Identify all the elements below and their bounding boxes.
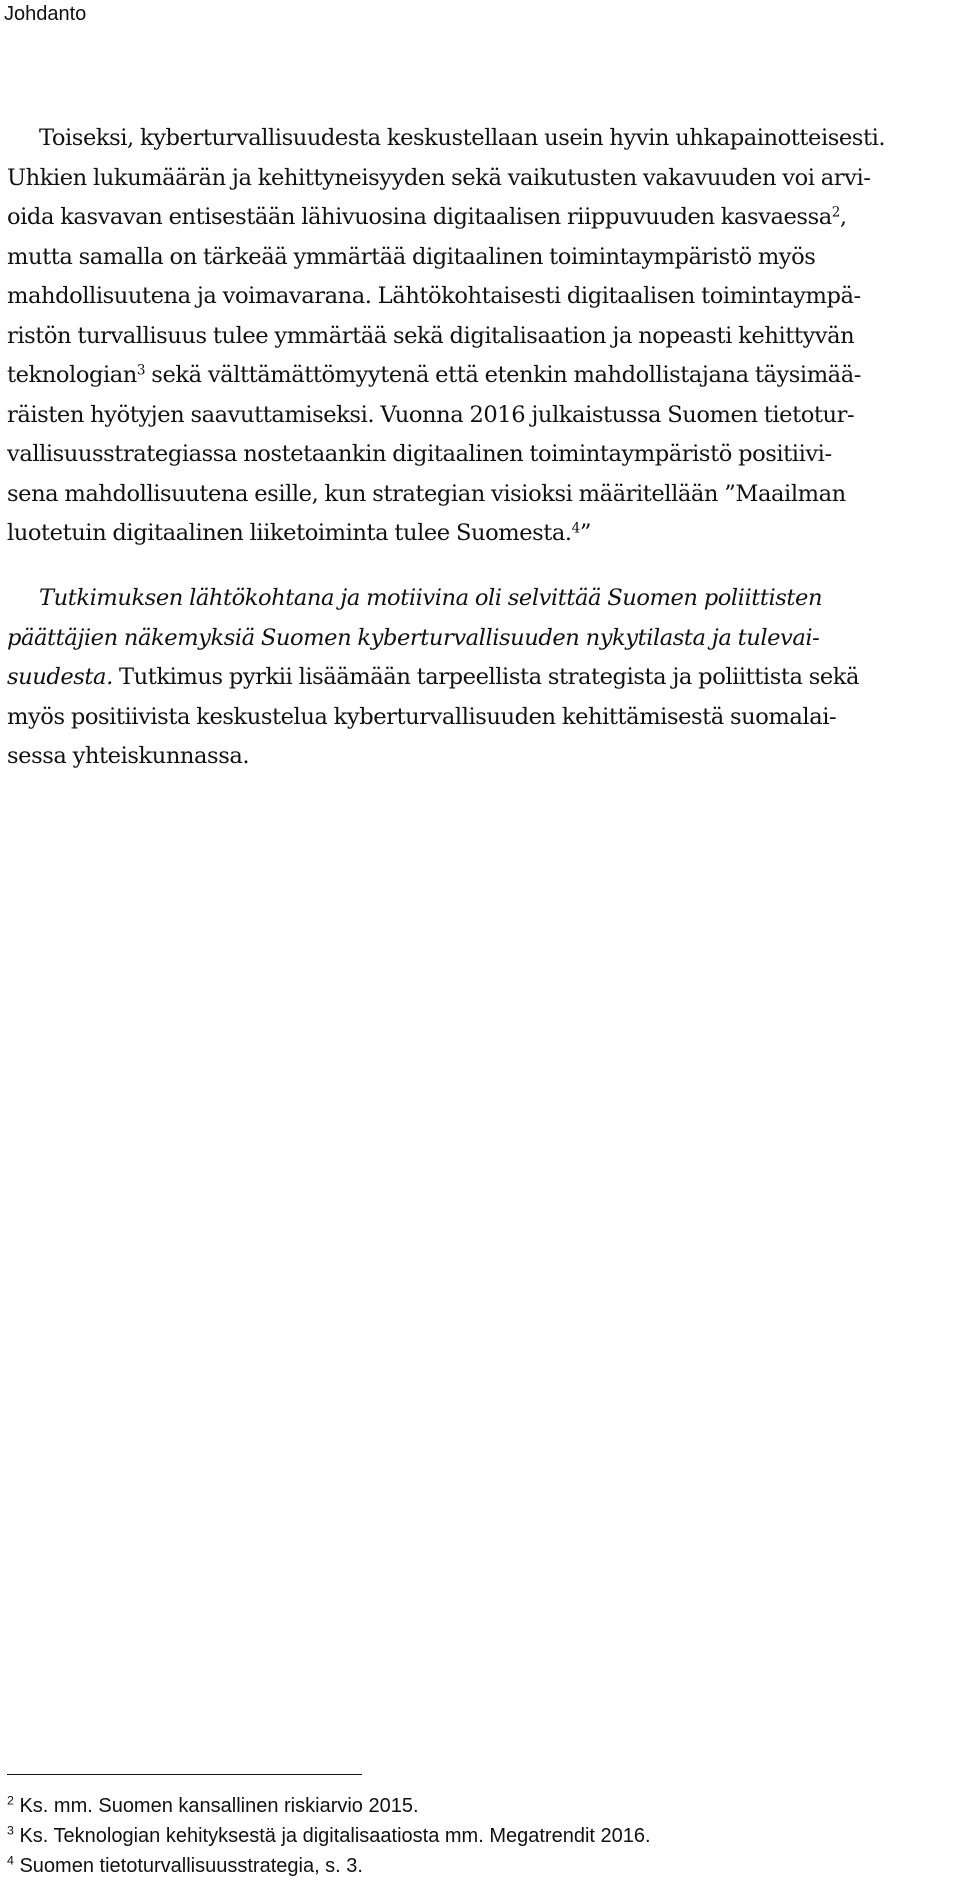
footnote-ref-4: 4	[571, 520, 580, 537]
footnotes	[7, 1791, 651, 1881]
paragraph-2-line-4: myös positiivista keskustelua kyberturvallisuuden kehittämisestä suomalai-	[7, 703, 837, 730]
paragraph-1-line-9: vallisuusstrategiassa nostetaankin digitaalinen toimintaympäristö positiivi-	[7, 441, 832, 467]
paragraph-2	[7, 579, 949, 777]
paragraph-2-line-1	[7, 579, 949, 619]
footnote-2	[7, 1791, 651, 1821]
paragraph-1	[7, 119, 949, 554]
running-header: Johdanto	[4, 3, 87, 25]
paragraph-1-line-11-text: luotetuin digitaalinen liiketoiminta tulee Suomesta.	[7, 520, 572, 546]
paragraph-1-line-6: ristön turvallisuus tulee ymmärtää sekä digitalisaation ja nopeasti kehittyvän	[7, 322, 855, 349]
closing-quote: ”	[579, 520, 591, 546]
paragraph-1-line-5: mahdollisuutena ja voimavarana. Lähtökohtaisesti digitaalisen toimintaympä-	[7, 283, 861, 309]
footnote-ref-2-comma: ,	[839, 204, 847, 230]
paragraph-1-line-7	[7, 356, 949, 396]
paragraph-2-italic-3: suudesta.	[7, 664, 113, 690]
paragraph-1-line-11	[7, 514, 949, 554]
footnote-ref-3: 3	[136, 362, 146, 379]
footnote-3	[7, 1821, 651, 1851]
footnote-4-text: Suomen tietoturvallisuusstrategia, s. 3.	[13, 1855, 363, 1877]
footnote-4	[7, 1851, 651, 1881]
paragraph-2-line-5: sessa yhteiskunnassa.	[7, 743, 250, 769]
paragraph-2-italic-1: Tutkimuksen lähtökohtana ja motiivina oli selvittää Suomen poliittisten	[39, 585, 823, 611]
footnote-separator	[7, 1774, 362, 1775]
paragraph-1-line-7-start: teknologian	[7, 362, 137, 388]
paragraph-2-italic-2: päättäjien näkemyksiä Suomen kyberturvallisuuden nykytilasta ja tulevai-	[7, 624, 820, 651]
footnote-3-number: 3	[7, 1823, 14, 1838]
paragraph-1-line-3	[7, 198, 949, 238]
paragraph-1-line-3-text: oida kasvavan entisestään lähivuosina digitaalisen riippuvuuden kasvaessa	[7, 204, 832, 230]
paragraph-1-line-4: mutta samalla on tärkeää ymmärtää digitaalinen toimintaympäristö myös	[7, 243, 816, 270]
paragraph-2-line-3	[7, 658, 949, 698]
paragraph-1-line-1: Toiseksi, kyberturvallisuudesta keskustellaan usein hyvin uhkapainotteisesti.	[39, 125, 886, 151]
footnote-2-text: Ks. mm. Suomen kansallinen riskiarvio 2015.	[13, 1795, 419, 1817]
footnote-ref-2: 2	[831, 204, 840, 221]
footnote-3-text: Ks. Teknologian kehityksestä ja digitalisaatiosta mm. Megatrendit 2016.	[13, 1825, 651, 1847]
paragraph-2-line-3-rest: Tutkimus pyrkii lisäämään tarpeellista strategista ja poliittista sekä	[112, 664, 860, 690]
footnote-4-number: 4	[7, 1853, 14, 1868]
paragraph-1-line-7-end: sekä välttämättömyytenä että etenkin mahdollistajana täysimää-	[145, 362, 861, 388]
paragraph-1-line-10: sena mahdollisuutena esille, kun strategian visioksi määritellään ”Maailman	[7, 480, 846, 507]
paragraph-1-line-2: Uhkien lukumäärän ja kehittyneisyyden sekä vaikutusten vakavuuden voi arvi-	[7, 164, 871, 191]
paragraph-2-line-2	[7, 619, 949, 659]
footnote-2-number: 2	[7, 1793, 14, 1808]
paragraph-1-line-8: räisten hyötyjen saavuttamiseksi. Vuonna 2016 julkaistussa Suomen tietotur-	[7, 401, 855, 428]
